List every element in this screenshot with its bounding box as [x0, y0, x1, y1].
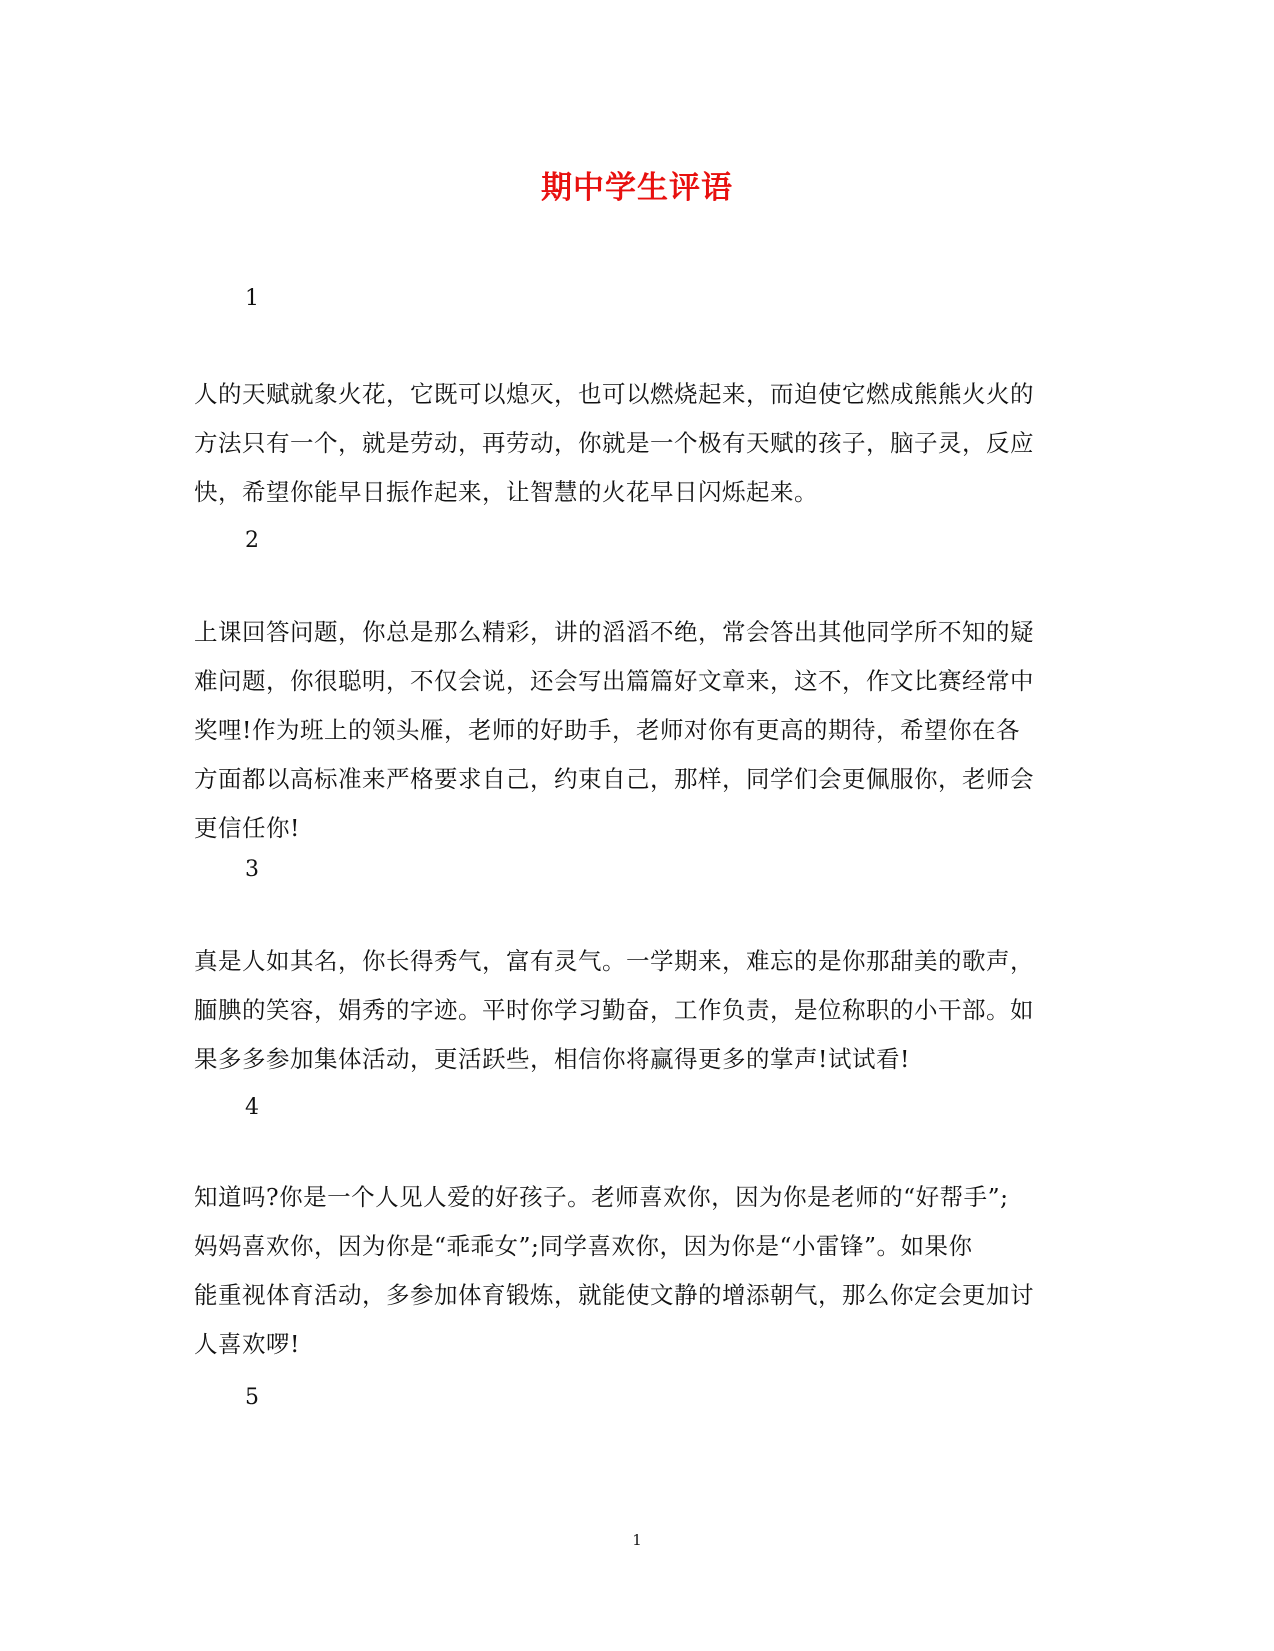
entry-paragraph: [194, 370, 1074, 517]
paragraph-line: 上课回答问题，你总是那么精彩，讲的滔滔不绝，常会答出其他同学所不知的疑: [194, 618, 1034, 646]
paragraph-line: 果多多参加集体活动，更活跃些，相信你将赢得更多的掌声!试试看!: [194, 1045, 910, 1073]
paragraph-line: 真是人如其名，你长得秀气，富有灵气。一学期来，难忘的是你那甜美的歌声，: [194, 947, 1034, 975]
entry-number: 4: [245, 1095, 259, 1120]
entry-paragraph: [194, 608, 1074, 853]
paragraph-line: 奖哩!作为班上的领头雁，老师的好助手，老师对你有更高的期待，希望你在各: [194, 716, 1020, 744]
entry-paragraph: [194, 937, 1074, 1084]
paragraph-line: 妈妈喜欢你，因为你是“乖乖女”;同学喜欢你，因为你是“小雷锋”。如果你: [194, 1232, 973, 1260]
paragraph-line: 腼腆的笑容，娟秀的字迹。平时你学习勤奋，工作负责，是位称职的小干部。如: [194, 996, 1034, 1024]
paragraph-line: 能重视体育活动，多参加体育锻炼，就能使文静的增添朝气，那么你定会更加讨: [194, 1281, 1034, 1309]
entry-number: 3: [245, 857, 259, 882]
paragraph-line: 人喜欢啰!: [194, 1330, 300, 1358]
page-number: 1: [632, 1531, 642, 1549]
paragraph-line: 难问题，你很聪明，不仅会说，还会写出篇篇好文章来，这不，作文比赛经常中: [194, 667, 1034, 695]
paragraph-line: 方面都以高标准来严格要求自己，约束自己，那样，同学们会更佩服你，老师会: [194, 765, 1034, 793]
paragraph-line: 快，希望你能早日振作起来，让智慧的火花早日闪烁起来。: [194, 478, 818, 506]
document-title: 期中学生评语: [541, 170, 733, 206]
paragraph-line: 方法只有一个，就是劳动，再劳动，你就是一个极有天赋的孩子，脑子灵，反应: [194, 429, 1034, 457]
paragraph-line: 人的天赋就象火花，它既可以熄灭，也可以燃烧起来，而迫使它燃成熊熊火火的: [194, 380, 1034, 408]
entry-paragraph: [194, 1173, 1074, 1369]
paragraph-line: 知道吗?你是一个人见人爱的好孩子。老师喜欢你，因为你是老师的“好帮手”;: [194, 1183, 1009, 1211]
entry-number: 5: [245, 1385, 259, 1410]
entry-number: 1: [245, 286, 259, 311]
paragraph-line: 更信任你!: [194, 814, 300, 842]
entry-number: 2: [245, 528, 259, 553]
